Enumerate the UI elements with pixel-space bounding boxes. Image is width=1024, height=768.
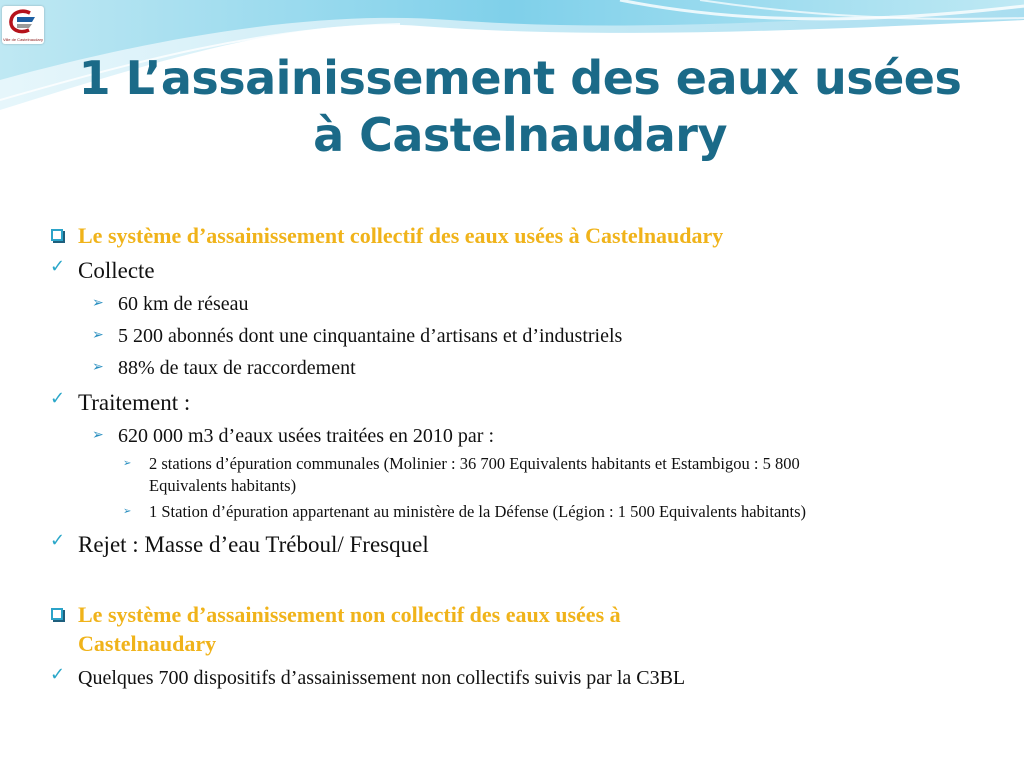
- arrow-bullet-icon: ➢: [92, 427, 104, 443]
- check-icon: ✓: [50, 530, 66, 551]
- check-icon: ✓: [50, 664, 66, 685]
- collecte-item-2: 5 200 abonnés dont une cinquantaine d’artisans et d’industriels: [118, 325, 623, 347]
- rejet-label: Rejet : Masse d’eau Tréboul/ Fresquel: [78, 532, 429, 557]
- square-bullet-icon: [51, 608, 63, 620]
- square-bullet-icon: [51, 229, 63, 241]
- check-icon: ✓: [50, 256, 66, 277]
- arrow-bullet-icon: ➢: [92, 359, 104, 375]
- collecte-item-3: 88% de taux de raccordement: [118, 357, 356, 379]
- heading-non-collectif-line-1: Le système d’assainissement non collectif des eaux usées à: [78, 602, 621, 627]
- heading-collectif: Le système d’assainissement collectif des eaux usées à Castelnaudary: [78, 223, 724, 248]
- traitement-item: 620 000 m3 d’eaux usées traitées en 2010 par :: [118, 425, 495, 447]
- arrow-bullet-icon: ➢: [92, 327, 104, 343]
- title-line-2: à Castelnaudary: [313, 108, 727, 162]
- title-line-1: 1 L’assainissement des eaux usées: [78, 51, 962, 105]
- heading-non-collectif-line-2: Castelnaudary: [78, 631, 217, 656]
- collecte-label: Collecte: [78, 258, 155, 283]
- arrow-bullet-icon: ➢: [123, 506, 132, 517]
- station-1-line-2: Equivalents habitants): [149, 476, 297, 495]
- station-1-line-1: 2 stations d’épuration communales (Molinier : 36 700 Equivalents habitants et Estambigou : 5 800: [149, 454, 800, 473]
- collecte-item-1: 60 km de réseau: [118, 293, 249, 315]
- non-collectif-item: Quelques 700 dispositifs d’assainissement non collectifs suivis par la C3BL: [78, 667, 686, 689]
- check-icon: ✓: [50, 388, 66, 409]
- arrow-bullet-icon: ➢: [92, 295, 104, 311]
- station-2: 1 Station d’épuration appartenant au ministère de la Défense (Légion : 1 500 Equivalents habitants): [149, 502, 807, 521]
- logo-text: Ville de Castelnaudary: [3, 37, 43, 42]
- traitement-label: Traitement :: [78, 390, 191, 415]
- arrow-bullet-icon: ➢: [123, 458, 132, 469]
